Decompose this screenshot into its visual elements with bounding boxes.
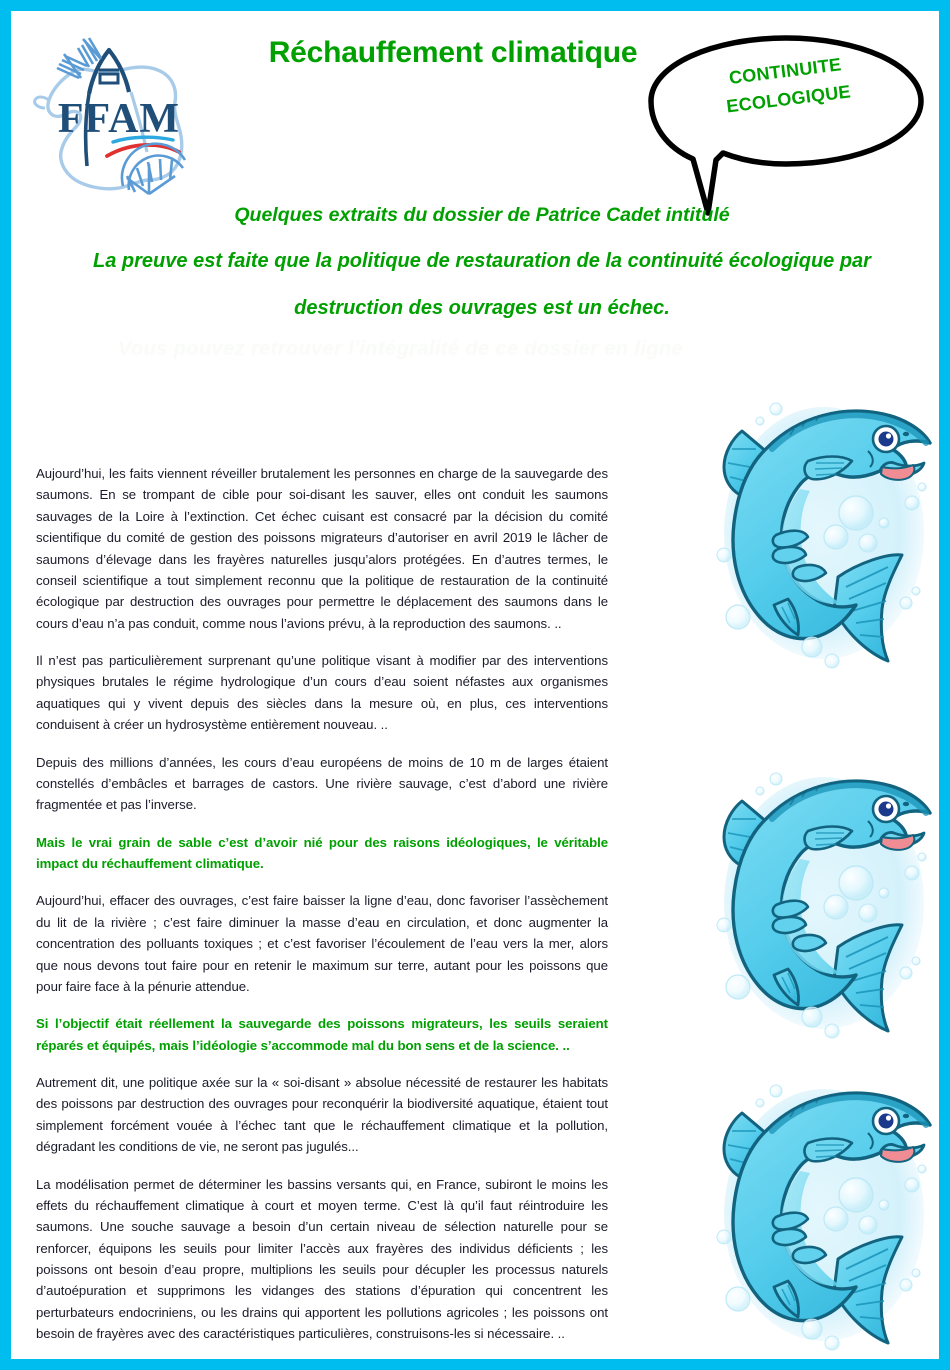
paragraph: Autrement dit, une politique axée sur la « soi-disant » absolue nécessité de restaurer les habitats des poissons par destruction des ouvrages pour reconquérir la biodiversité aquatique, étaient tout simplement forcément vouée à l’échec tant que le réchauffement climatique et la pollution, dégradant les conditions de vie, ne seront pas jugulés... bbox=[36, 1075, 608, 1155]
paragraph: Il n’est pas particulièrement surprenant qu’une politique visant à modifier par des interventions physiques brutales le régime hydrologique d’un cours d’eau soient néfastes aux organismes aquatiques qui y vivent depuis des siècles dans la mesure où, en plus, ces interventions conduisent à créer un hydrosystème entièrement nouveau. .. bbox=[36, 653, 608, 733]
subtitle-line-3: destruction des ouvrages est un échec. bbox=[294, 296, 670, 319]
paragraph: La modélisation permet de déterminer les bassins versants qui, en France, subiront le moins les effets du réchauffement climatique à court et moyen terme. C’est là qu’il faut réintroduire les saumons. Une souche sauvage a besoin d’un certain niveau de sélection naturelle pour se renforcer, équipons les seuils pour limiter l’accès aux frayères des individus déficients ; les poissons ont besoin d’eau propre, multiplions les seuils pour décupler les processus naturels d’autoépuration et supprimons les vidanges des stations d’épuration qui concentrent les perturbateurs endocriniens, ou les drains qui apportent les pollutions agricoles ; les poissons ont besoin de frayères avec des caractéristiques particulières, construisons-les si nécessaire. .. bbox=[36, 1176, 608, 1342]
subtitle-line-1: Quelques extraits du dossier de Patrice Cadet intitulé bbox=[234, 204, 730, 226]
bubble-line-1: CONTINUITE bbox=[727, 54, 843, 88]
ffam-logo bbox=[27, 26, 207, 206]
salmon-icon bbox=[716, 395, 938, 673]
salmon-icon bbox=[716, 1077, 938, 1355]
paragraph-highlight: Si l’objectif était réellement la sauvegarde des poissons migrateurs, les seuils seraient réparés et équipés, mais l’idéologie s’accommode mal du bon sens et de la science. .. bbox=[36, 1016, 608, 1053]
paragraph: Aujourd’hui, effacer des ouvrages, c’est faire baisser la ligne d’eau, donc favoriser l’assèchement du lit de la rivière ; c’est faire diminuer la masse d’eau en circulation, et donc augmenter la concentration des polluants toxiques ; et c’est favoriser l’écoulement de l’eau vers la mer, alors que nous devons tout faire pour en retenir le maximum sur terre, autant pour les poissons que pour faire face à la pénurie attendue. bbox=[36, 893, 608, 994]
salmon-icon bbox=[716, 765, 938, 1043]
salmon-illustration bbox=[716, 765, 938, 1043]
bubble-line-2: ECOLOGIQUE bbox=[725, 81, 852, 117]
salmon-illustration bbox=[716, 395, 938, 673]
paragraph: Aujourd’hui, les faits viennent réveiller brutalement les personnes en charge de la sauvegarde des saumons. En se trompant de cible pour soi-disant les sauver, elles ont conduit les saumons sauvages de la Loire à l’extinction. Cet échec cuisant est consacré par la décision du comité scientifique du comité de gestion des poissons migrateurs d’autoriser en avril 2019 le lâcher de saumons d’élevage dans les frayères naturelles jusqu’alors protégées. En d’autres termes, le conseil scientifique a tout simplement reconnu que la politique de restauration de la continuité écologique par destruction des ouvrages pour permettre le déplacement des saumons dans le cours d’eau n’a pas conduit, comme nous l’avions prévu, à la reproduction des saumons. .. bbox=[36, 466, 608, 631]
faint-watermark-text: Vous pouvez retrouver l'intégralité de ce dossier en ligne bbox=[118, 338, 684, 360]
svg-text:FFAM: FFAM bbox=[57, 96, 181, 142]
salmon-illustration bbox=[716, 1077, 938, 1355]
subtitle-block bbox=[57, 193, 907, 331]
subtitle-line-2: La preuve est faite que la politique de restauration de la continuité écologique par bbox=[93, 250, 871, 273]
ffam-logo-icon bbox=[27, 26, 207, 206]
article-body bbox=[36, 463, 608, 1345]
paragraph-highlight: Mais le vrai grain de sable c’est d’avoir nié pour des raisons idéologiques, le véritable impact du réchauffement climatique. bbox=[36, 834, 608, 871]
page-content-area bbox=[11, 11, 939, 1359]
page-title: Réchauffement climatique bbox=[268, 36, 638, 69]
paragraph: Depuis des millions d’années, les cours d’eau européens de moins de 10 m de larges étaient constellés d’embâcles et barrages de castors. Une rivière sauvage, c’est d’abord une rivière fragmentée et pas l’inverse. bbox=[36, 754, 608, 813]
